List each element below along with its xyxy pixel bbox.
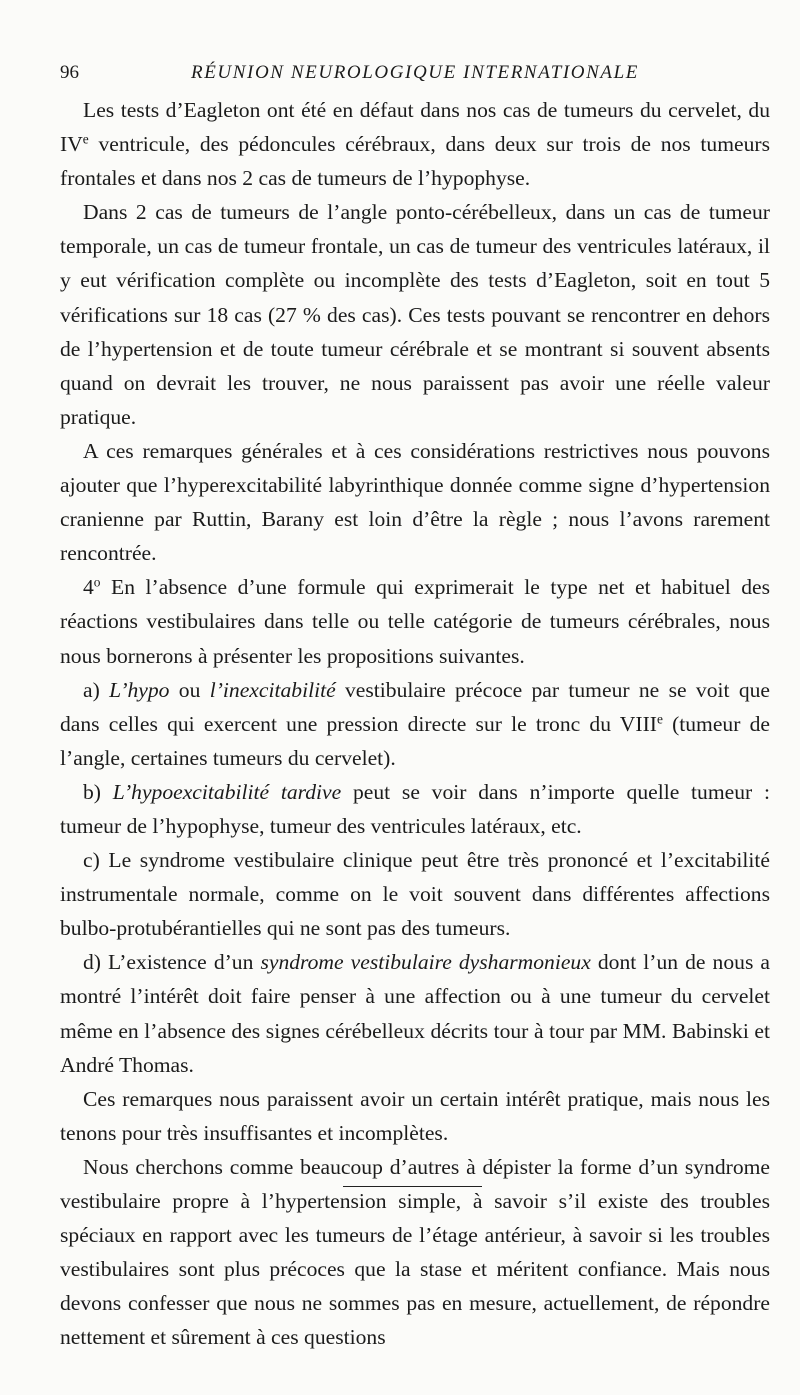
- paragraph: [60, 673, 770, 775]
- running-title: RÉUNION NEUROLOGIQUE INTERNATIONALE: [191, 62, 639, 83]
- superscript: e: [82, 131, 89, 147]
- paragraph: [60, 434, 770, 570]
- paragraph: [60, 1082, 770, 1150]
- text-run: ventricule, des pédoncules cérébraux, dans deux sur trois de nos tumeurs frontales et dans nos 2 cas de tumeurs de l’hypophyse.: [60, 132, 770, 191]
- text-run: peut se voir dans n’importe quelle tumeur : tumeur de l’hypophyse, tumeur des ventricules latéraux, etc.: [60, 779, 770, 838]
- page-number: 96: [60, 62, 79, 83]
- text-run: b): [83, 779, 113, 804]
- text-run: dont l’un de nous a montré l’intérêt doit faire penser à une affection ou à une tumeur du cervelet même en l’absence des signes cérébelleux décrits tour à tour par MM. Babinski et André Thomas.: [60, 950, 770, 1077]
- text-run: Les tests d’Eagleton ont été en défaut dans nos cas de tumeurs du cervelet, du IV: [60, 98, 770, 157]
- italic-text: L’hypoexcitabilité tardive: [112, 779, 342, 804]
- text-run: vestibulaire précoce par tumeur ne se voit que dans celles qui exercent une pression directe sur le tronc du VIII: [60, 677, 770, 736]
- italic-text: syndrome vestibulaire dysharmonieux: [260, 950, 591, 975]
- text-run: (tumeur de l’angle, certaines tumeurs du cervelet).: [60, 711, 770, 770]
- paragraph: [60, 775, 770, 843]
- paragraph: [60, 93, 770, 195]
- text-run: Nous cherchons comme beaucoup d’autres à dépister la forme d’un syndrome vestibulaire propre à l’hypertension simple, à savoir s’il existe des troubles spéciaux en rapport avec les tumeurs de l’étage antérieur, à savoir si les troubles vestibulaires sont plus précoces que la stase et méritent confiance. Mais nous devons confesser que nous ne sommes pas en mesure, actuellement, de répondre nettement et sûrement à ces questions: [60, 1154, 770, 1350]
- section-end-rule: [343, 1186, 482, 1187]
- text-run: Ces remarques nous paraissent avoir un certain intérêt pratique, mais nous les tenons pour très insuffisantes et incomplètes.: [60, 1086, 770, 1145]
- superscript: e: [656, 711, 663, 727]
- text-run: ou: [169, 677, 210, 702]
- paragraph: [60, 843, 770, 945]
- superscript: o: [93, 574, 101, 590]
- paragraph: [60, 570, 770, 672]
- paragraph: [60, 195, 770, 434]
- page-header: [60, 60, 770, 88]
- text-run: 4: [83, 575, 94, 600]
- text-run: A ces remarques générales et à ces considérations restrictives nous pouvons ajouter que l’hyperexcitabilité labyrinthique donnée comme signe d’hypertension cranienne par Ruttin, Barany est loin d’être la règle ; nous l’avons rarement rencontrée.: [60, 438, 770, 566]
- text-run: c) Le syndrome vestibulaire clinique peut être très prononcé et l’excitabilité instrumentale normale, comme on le voit souvent dans différentes affections bulbo-protubérantielles qui ne sont pas des tumeurs.: [60, 848, 770, 941]
- body-text: [60, 93, 770, 1354]
- paragraph: [60, 945, 770, 1081]
- paragraph: [60, 1150, 770, 1355]
- text-run: d) L’existence d’un: [83, 950, 261, 975]
- text-run: a): [83, 677, 110, 702]
- text-run: Dans 2 cas de tumeurs de l’angle ponto-cérébelleux, dans un cas de tumeur temporale, un cas de tumeur frontale, un cas de tumeur des ventricules latéraux, il y eut vérification complète ou incomplète des tests d’Eagleton, soit en tout 5 vérifications sur 18 cas (27 % des cas). Ces tests pouvant se rencontrer en dehors de l’hypertension et de toute tumeur cérébrale et se montrant si souvent absents quand on devrait les trouver, ne nous paraissent pas avoir une réelle valeur pratique.: [60, 200, 770, 429]
- text-run: En l’absence d’une formule qui exprimerait le type net et habituel des réactions vestibulaires dans telle ou telle catégorie de tumeurs cérébrales, nous nous bornerons à présenter les propositions suivantes.: [60, 575, 770, 668]
- italic-text: L’hypo: [109, 677, 170, 702]
- italic-text: l’inexcitabilité: [209, 677, 336, 702]
